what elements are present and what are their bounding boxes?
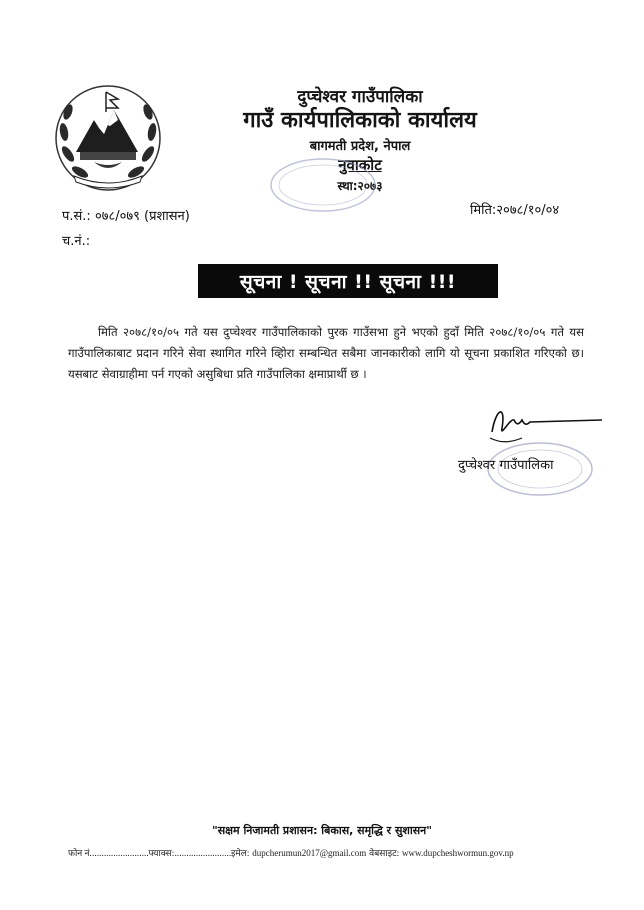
signatory-name: दुप्चेश्वर गाउँपालिका — [458, 458, 554, 473]
website-address: www.dupcheshwormun.gov.np — [402, 848, 514, 858]
municipality-name: दुप्चेश्वर गाउँपालिका — [297, 87, 423, 107]
email-address: dupcherumun2017@gmail.com — [252, 848, 367, 858]
province-address: बागमती प्रदेश, नेपाल — [309, 139, 411, 154]
email-label: इमेल: — [230, 848, 250, 858]
fax-label: फ्याक्स: — [148, 848, 175, 858]
phone-label: फोन नं. — [68, 848, 92, 858]
dispatch-number: च.नं.: — [62, 234, 91, 249]
office-title: गाउँ कार्यपालिकाको कार्यालय — [243, 108, 477, 133]
established-year: स्था:२०७३ — [337, 179, 383, 193]
website-label: वेबसाइट: — [369, 848, 400, 858]
notice-banner: सूचना ! सूचना !! सूचना !!! — [198, 264, 498, 298]
fax-dots: ........................ — [174, 849, 231, 859]
nepal-government-emblem-icon — [54, 82, 162, 194]
footer-motto: "सक्षम निजामती प्रशासन: बिकास, समृद्धि र सुशासन" — [211, 824, 433, 837]
footer-contact — [68, 846, 608, 859]
letter-date: मिति:२०७८/१०/०४ — [470, 203, 560, 218]
office-stamp — [268, 156, 378, 214]
notice-paragraph: मिति २०७८/१०/०५ गते यस दुप्चेश्वर गाउँपालिकाको पुरक गाउँसभा हुने भएको हुदाँ मिति २०७८/१०/०५ गते यस गाउँपालिकाबाट प्रदान गरिने सेवा स्थागित गरिने व्हिोरा सम्बन्धित सबैमा जानकारीको लागि यो सूचना प्रकाशित गरिएको छ। यसबाट सेवाग्राहीमा पर्न गएको असुबिधा प्रति गाउँपालिका क्षमाप्रार्थी छ । — [68, 325, 585, 381]
reference-number: प.सं.: ०७८/०७९ (प्रशासन) — [62, 209, 190, 224]
district-name: नुवाकोट — [338, 156, 382, 174]
phone-dots: ........................ — [91, 849, 149, 859]
notice-body — [68, 322, 584, 385]
